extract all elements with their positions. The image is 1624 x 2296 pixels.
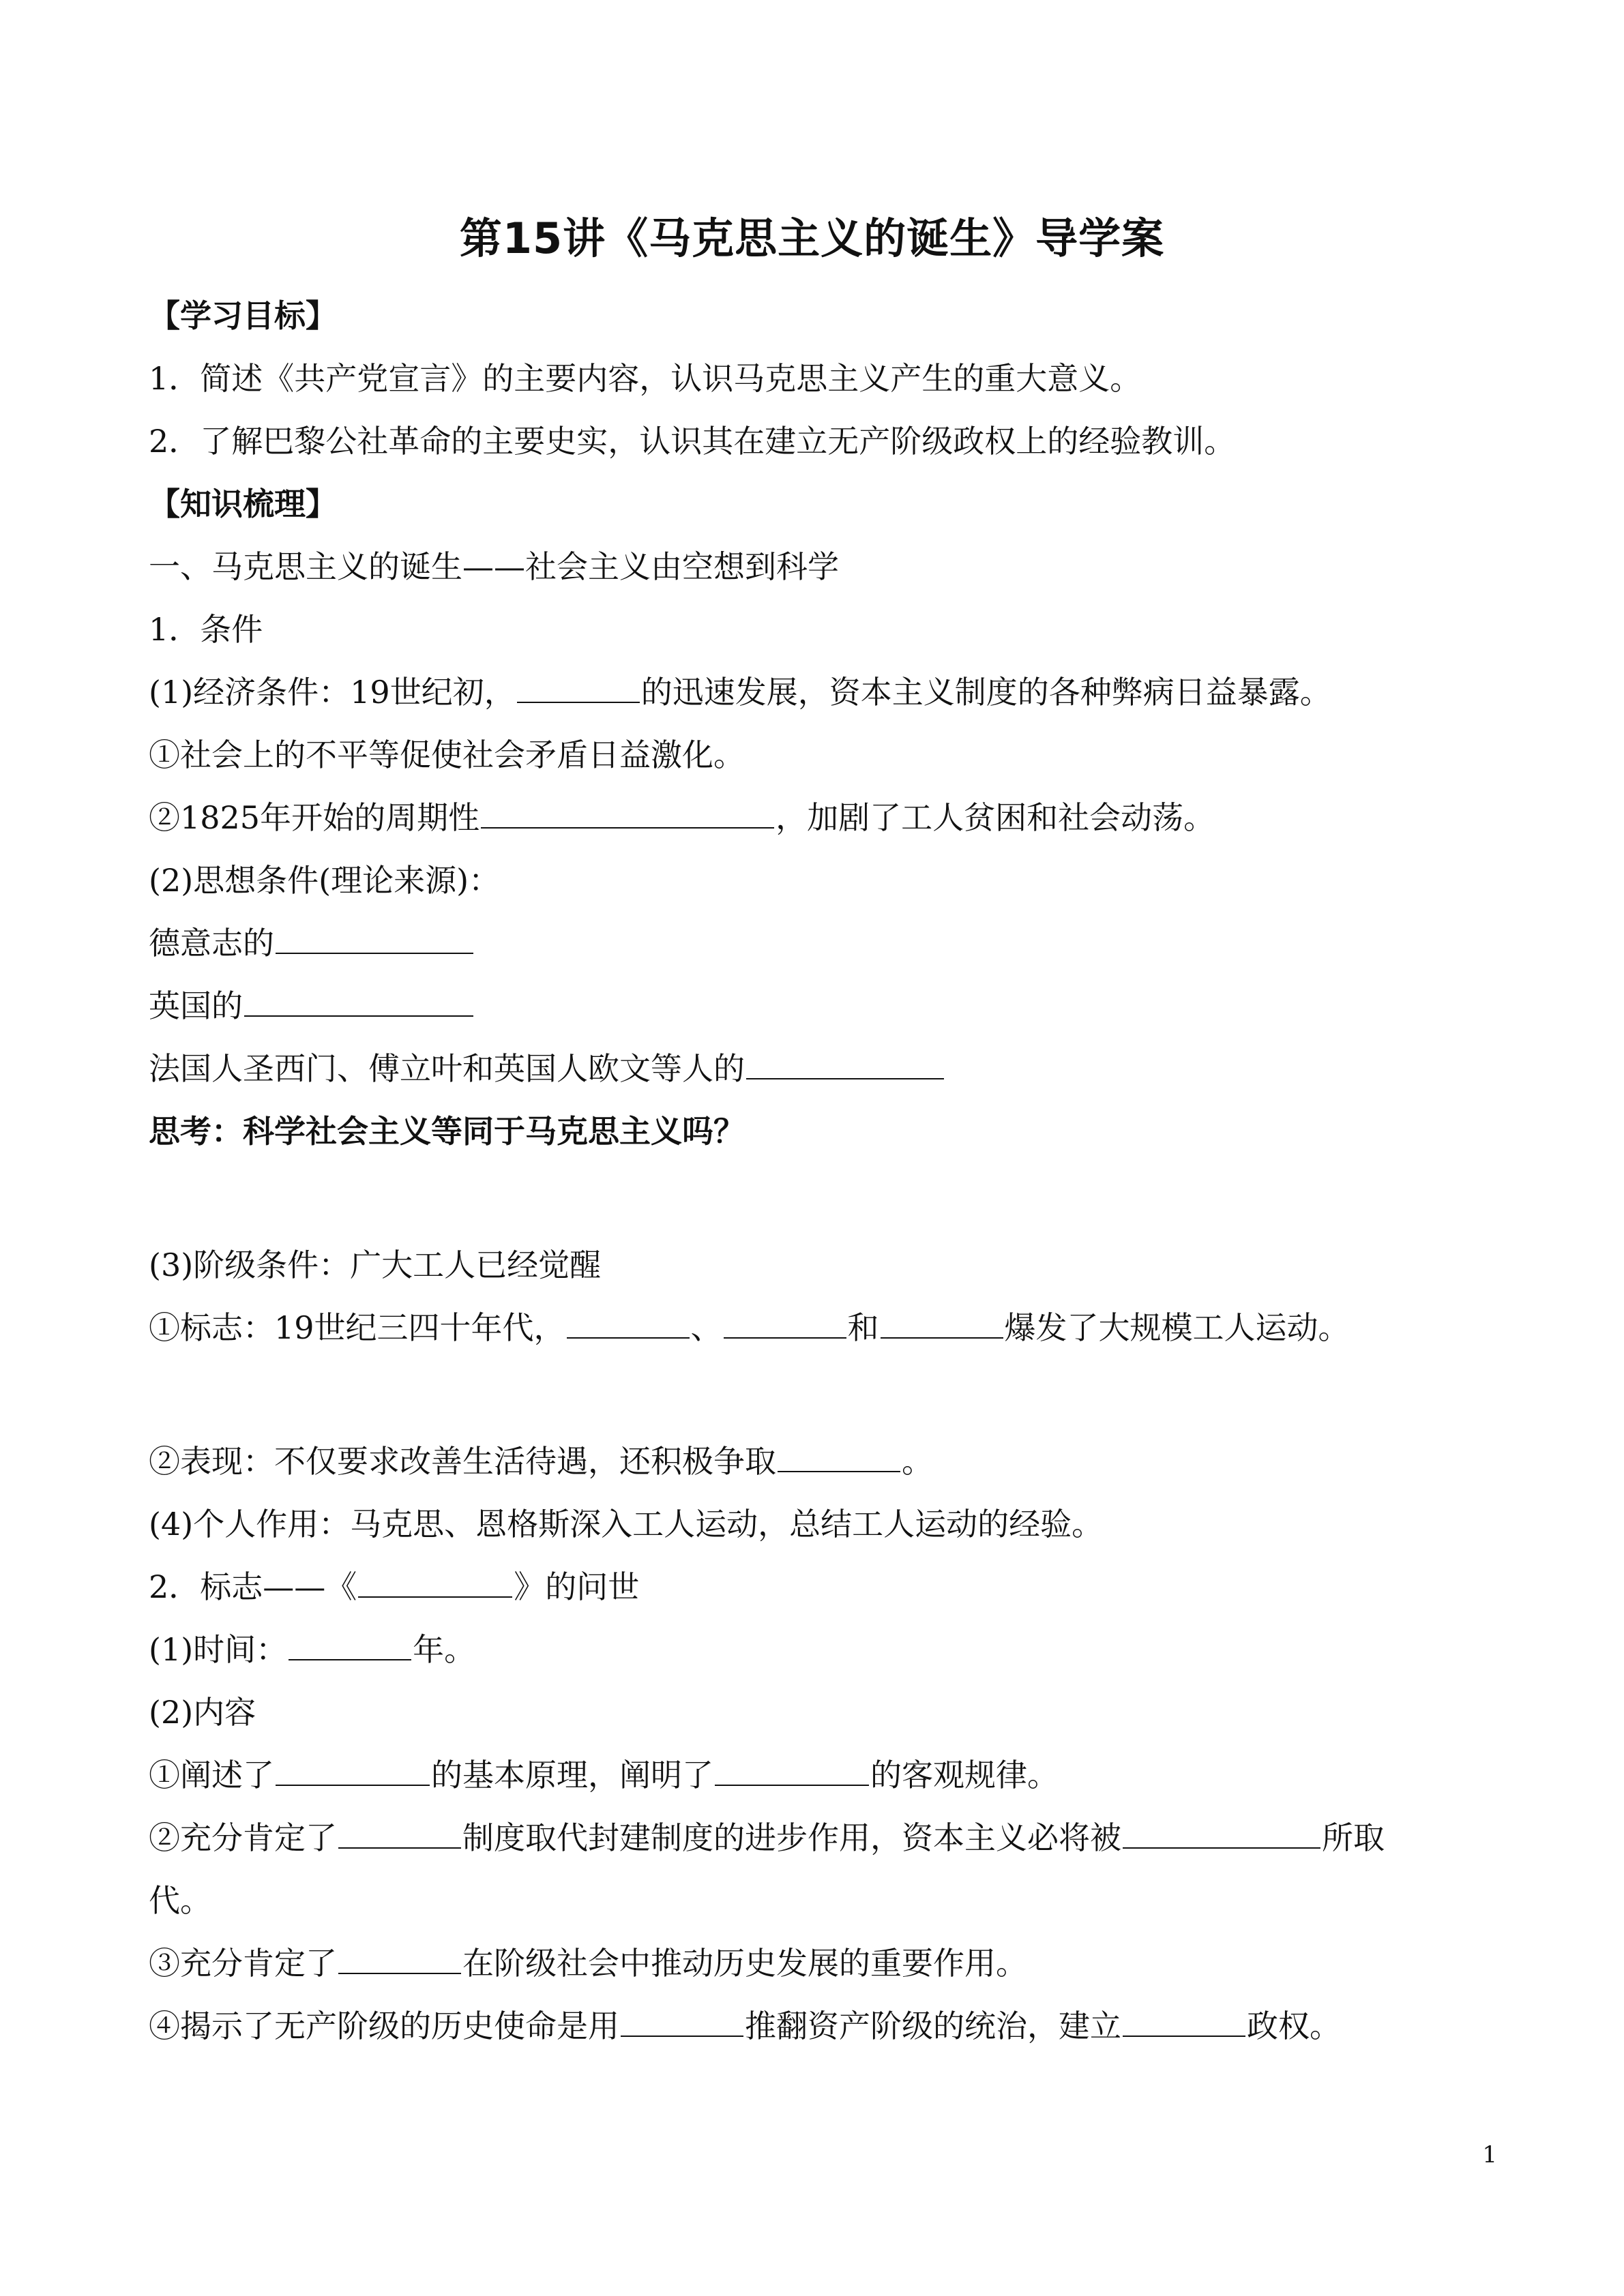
- thought-germany-label: 德意志的: [149, 925, 274, 961]
- blank-principle[interactable]: [276, 1755, 430, 1786]
- content-3-prefix: ③充分肯定了: [149, 1945, 337, 1982]
- content-title: (2)内容: [149, 1694, 256, 1731]
- blank-rights[interactable]: [778, 1441, 900, 1472]
- time-prefix: (1)时间：: [149, 1631, 288, 1668]
- blank-country-2[interactable]: [724, 1307, 846, 1339]
- time-suffix: 年。: [413, 1631, 476, 1668]
- blank-germany[interactable]: [276, 923, 473, 954]
- class-condition-title: (3)阶级条件：广大工人已经觉醒: [149, 1247, 602, 1283]
- page-title: 第15讲《马克思主义的诞生》导学案: [459, 213, 1165, 263]
- knowledge-heading: 【知识梳理】: [149, 486, 337, 522]
- thought-condition-title: (2)思想条件(理论来源)：: [149, 862, 501, 899]
- blank-crisis[interactable]: [481, 797, 774, 829]
- content-2-suffix: 所取: [1322, 1819, 1385, 1856]
- class-perf-suffix: 。: [902, 1443, 933, 1480]
- item-2-prefix: 2．标志——《: [149, 1568, 357, 1605]
- blank-struggle[interactable]: [338, 1943, 461, 1974]
- blank-econ[interactable]: [517, 672, 640, 703]
- content-2-prefix: ②充分肯定了: [149, 1819, 337, 1856]
- economic-condition: [149, 668, 1331, 716]
- content-1-mid: 的基本原理，阐明了: [431, 1757, 713, 1793]
- blank-country-1[interactable]: [567, 1307, 690, 1339]
- content-2-continued: 代。: [149, 1882, 211, 1919]
- content-4: [149, 2002, 1341, 2050]
- page-number: 1: [1482, 2141, 1497, 2168]
- objective-2: 2．了解巴黎公社革命的主要史实，认识其在建立无产阶级政权上的经验教训。: [149, 423, 1236, 460]
- content-2-mid: 制度取代封建制度的进步作用，资本主义必将被: [462, 1819, 1121, 1856]
- objective-1: 1．简述《共产党宣言》的主要内容，认识马克思主义产生的重大意义。: [149, 360, 1142, 397]
- econ-point-2: [149, 794, 1215, 841]
- class-sign: [149, 1304, 1350, 1352]
- thought-france-label: 法国人圣西门、傅立叶和英国人欧文等人的: [149, 1050, 745, 1087]
- content-4-mid: 推翻资产阶级的统治，建立: [745, 2008, 1121, 2044]
- content-4-prefix: ④揭示了无产阶级的历史使命是用: [149, 2008, 619, 2044]
- personal-role: (4)个人作用：马克思、恩格斯深入工人运动，总结工人运动的经验。: [149, 1506, 1104, 1542]
- thought-germany: [149, 919, 475, 967]
- econ-prefix: (1)经济条件：19世纪初，: [149, 674, 516, 711]
- content-3-suffix: 在阶级社会中推动历史发展的重要作用。: [462, 1945, 1027, 1982]
- blank-system[interactable]: [338, 1817, 461, 1849]
- content-4-suffix: 政权。: [1247, 2008, 1341, 2044]
- class-sign-and: 和: [847, 1309, 879, 1346]
- blank-replacement[interactable]: [1123, 1817, 1320, 1849]
- content-3: [149, 1939, 1027, 1987]
- content-1-suffix: 的客观规律。: [870, 1757, 1059, 1793]
- content-1: [149, 1751, 1059, 1799]
- item-1-title: 1．条件: [149, 611, 263, 648]
- blank-manifesto[interactable]: [358, 1566, 512, 1598]
- econ-point-1: ①社会上的不平等促使社会矛盾日益激化。: [149, 736, 745, 773]
- blank-country-3[interactable]: [881, 1307, 1003, 1339]
- item-2-title: [149, 1563, 639, 1611]
- econ-point-2-suffix: ，加剧了工人贫困和社会动荡。: [776, 799, 1215, 836]
- class-sign-suffix: 爆发了大规模工人运动。: [1004, 1309, 1350, 1346]
- class-sign-prefix: ①标志：19世纪三四十年代，: [149, 1309, 565, 1346]
- objectives-heading: 【学习目标】: [149, 297, 337, 334]
- think-question: 思考：科学社会主义等同于马克思主义吗？: [149, 1113, 745, 1150]
- blank-regime[interactable]: [1123, 2006, 1245, 2037]
- class-perf-prefix: ②表现：不仅要求改善生活待遇，还积极争取: [149, 1443, 776, 1480]
- blank-year[interactable]: [289, 1629, 411, 1660]
- thought-france: [149, 1045, 945, 1092]
- class-performance: [149, 1437, 933, 1485]
- content-2: [149, 1814, 1385, 1862]
- thought-britain-label: 英国的: [149, 987, 243, 1024]
- part-1-title: 一、马克思主义的诞生——社会主义由空想到科学: [149, 548, 839, 585]
- class-sign-sep: 、: [690, 1309, 722, 1346]
- blank-law[interactable]: [715, 1755, 869, 1786]
- blank-britain[interactable]: [244, 985, 473, 1017]
- econ-point-2-prefix: ②1825年开始的周期性: [149, 799, 480, 836]
- content-1-prefix: ①阐述了: [149, 1757, 274, 1793]
- econ-suffix: 的迅速发展，资本主义制度的各种弊病日益暴露。: [640, 674, 1331, 711]
- time-line: [149, 1626, 475, 1673]
- thought-britain: [149, 982, 475, 1030]
- blank-means[interactable]: [621, 2006, 743, 2037]
- blank-france[interactable]: [746, 1048, 944, 1079]
- item-2-suffix: 》的问世: [514, 1568, 640, 1605]
